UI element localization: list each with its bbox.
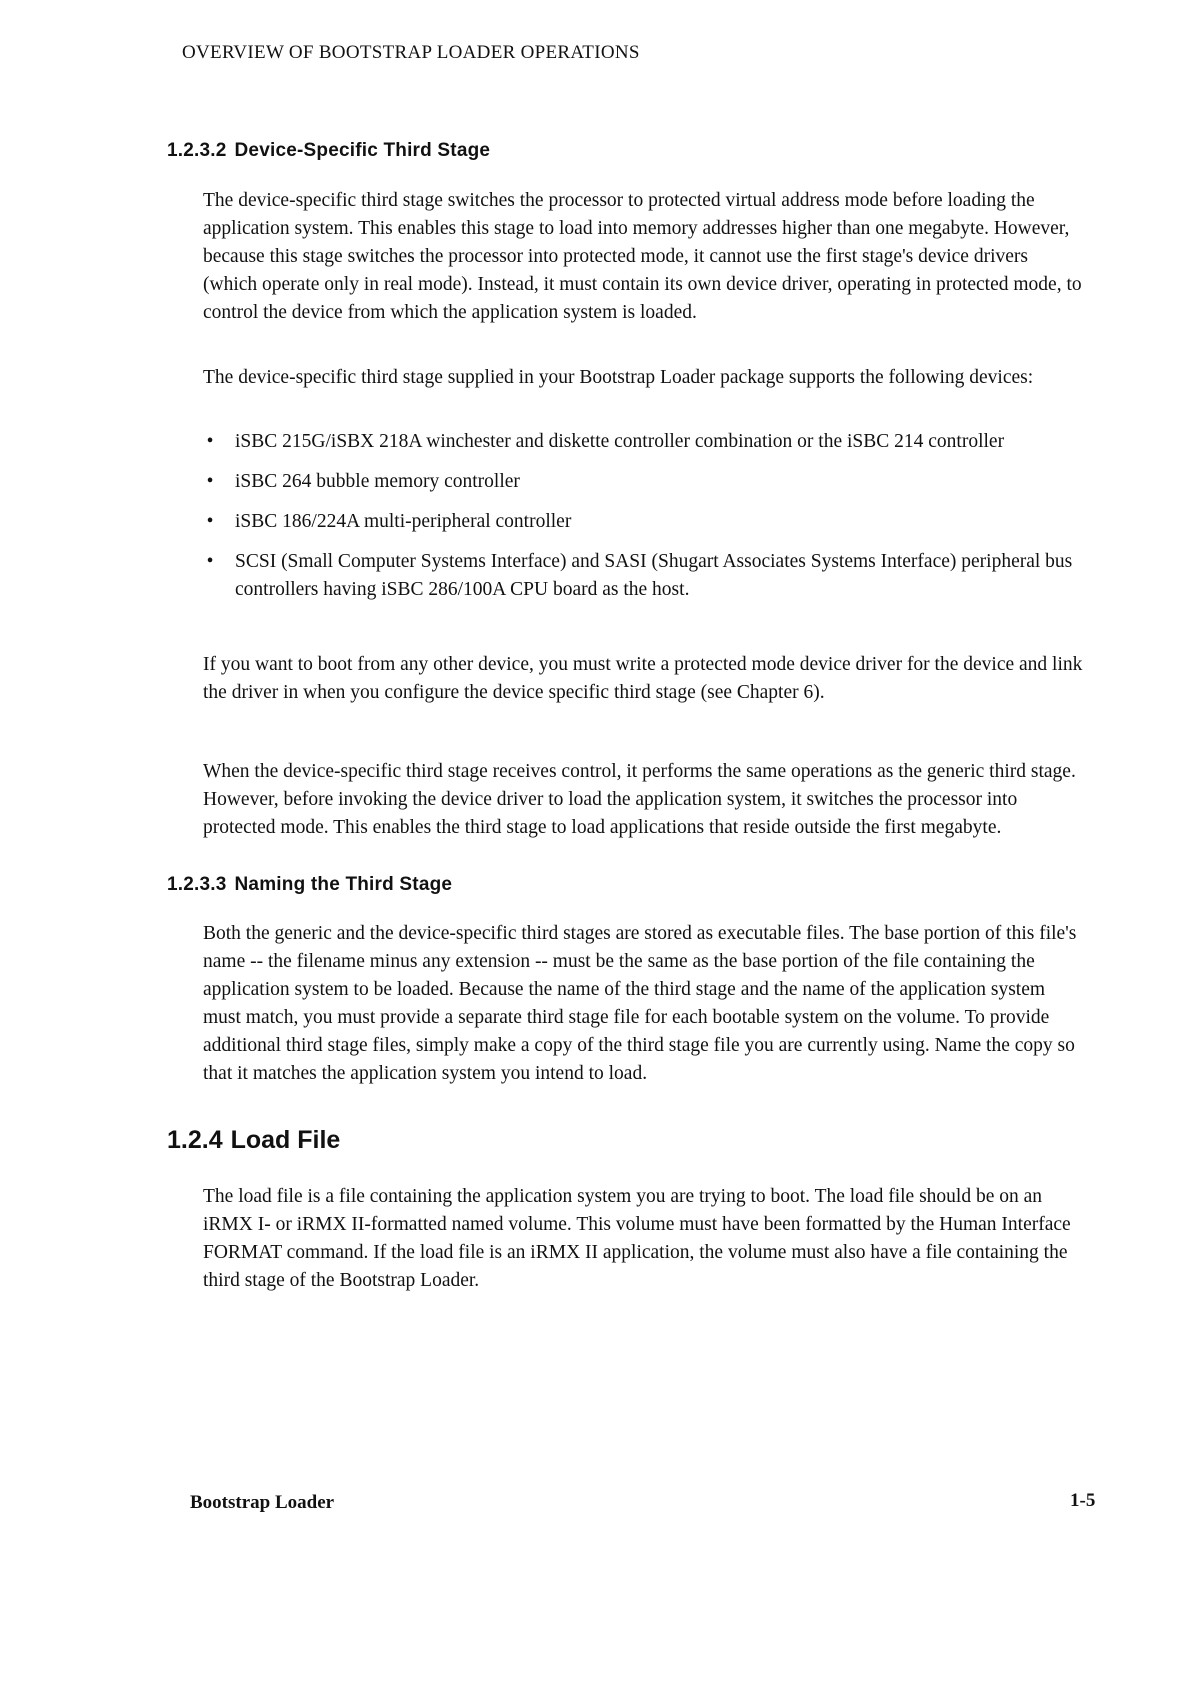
list-item-text: iSBC 215G/iSBX 218A winchester and diskette controller combination or the iSBC 214 controller <box>235 431 1005 452</box>
bullet-icon: • <box>206 431 214 452</box>
section-title: Load File <box>230 1126 341 1154</box>
section-heading-1-2-3-2 <box>167 140 490 162</box>
list-item <box>203 468 1083 496</box>
list-item-text: SCSI (Small Computer Systems Interface) and SASI (Shugart Associates Systems Interface) peripheral bus controllers having iSBC 286/100A CPU board as the host. <box>235 551 1073 600</box>
paragraph: When the device-specific third stage receives control, it performs the same operations as the generic third stage. However, before invoking the device driver to load the application system, it switches the processor into protected mode. This enables the third stage to load applications that reside outside the first megabyte. <box>203 761 1076 838</box>
device-list <box>203 428 1083 616</box>
list-item <box>203 508 1083 536</box>
section-heading-1-2-3-3 <box>167 874 452 896</box>
running-header: OVERVIEW OF BOOTSTRAP LOADER OPERATIONS <box>182 42 640 63</box>
footer-title: Bootstrap Loader <box>190 1492 335 1513</box>
paragraph: Both the generic and the device-specific third stages are stored as executable files. The base portion of this file's name -- the filename minus any extension -- must be the same as the base portion of the file containing the application system to be loaded. Because the name of the third stage and the name of the application system must match, you must provide a separate third stage file for each bootable system on the volume. To provide additional third stage files, simply make a copy of the third stage file you are currently using. Name the copy so that it matches the application system you intend to load. <box>203 923 1077 1084</box>
paragraph: The load file is a file containing the application system you are trying to boot. The load file should be on an iRMX I- or iRMX II-formatted named volume. This volume must have been formatted by the Human Interface FORMAT command. If the load file is an iRMX II application, the volume must also have a file containing the third stage of the Bootstrap Loader. <box>203 1186 1071 1291</box>
bullet-icon: • <box>206 551 214 572</box>
section-number: 1.2.4 <box>167 1126 223 1154</box>
bullet-icon: • <box>206 471 214 492</box>
list-item <box>203 428 1083 456</box>
page-number: 1-5 <box>1070 1490 1096 1511</box>
section-number: 1.2.3.3 <box>167 874 227 895</box>
section-heading-1-2-4 <box>167 1126 340 1155</box>
list-item <box>203 548 1083 604</box>
list-item-text: iSBC 186/224A multi-peripheral controller <box>235 511 572 532</box>
list-item-text: iSBC 264 bubble memory controller <box>235 471 520 492</box>
bullet-icon: • <box>206 511 214 532</box>
paragraph: The device-specific third stage switches the processor to protected virtual address mode before loading the application system. This enables this stage to load into memory addresses higher than one megabyte. However, because this stage switches the processor into protected mode, it cannot use the first stage's device drivers (which operate only in real mode). Instead, it must contain its own device driver, operating in protected mode, to control the device from which the application system is loaded. <box>203 190 1082 323</box>
section-number: 1.2.3.2 <box>167 140 227 161</box>
section-title: Naming the Third Stage <box>234 874 453 895</box>
paragraph: The device-specific third stage supplied in your Bootstrap Loader package supports the following devices: <box>203 367 1034 388</box>
section-title: Device-Specific Third Stage <box>234 140 491 161</box>
paragraph: If you want to boot from any other device, you must write a protected mode device driver for the device and link the driver in when you configure the device specific third stage (see Chapter 6). <box>203 654 1083 703</box>
